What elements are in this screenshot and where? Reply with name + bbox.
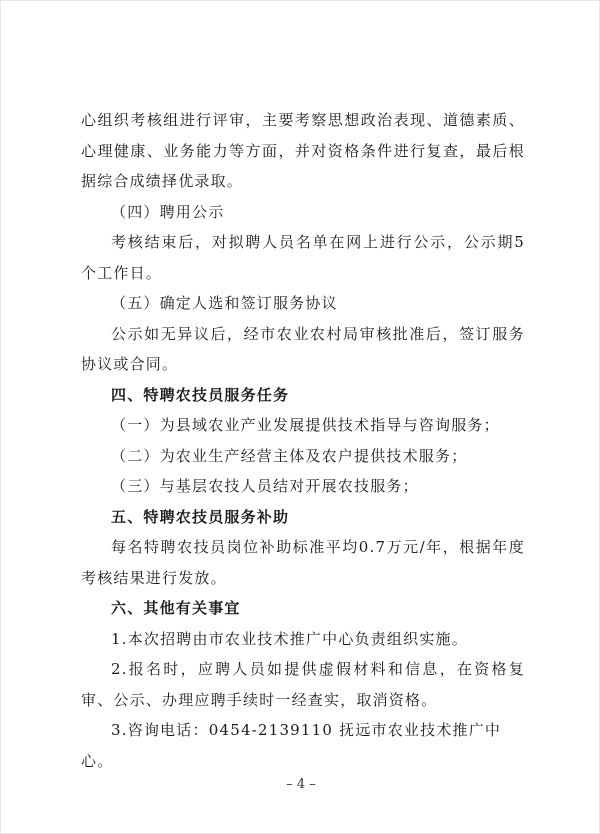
list-item: （二）为农业生产经营主体及农户提供技术服务； (111, 446, 468, 465)
list-item: 2.报名时，应聘人员如提供虚假材料和信息，在资格复审、公示、办理应聘手续时一经查实，取消资格。 (81, 660, 525, 709)
subsection-heading-agreement: （五）确定人选和签订服务协议 (111, 294, 338, 312)
subsection-heading-publicity: （四）聘用公示 (111, 202, 225, 221)
list-item: 1.本次招聘由市农业技术推广中心负责组织实施。 (111, 629, 468, 648)
page-number: – 4 – (286, 777, 316, 792)
list-item: （一）为县域农业产业发展提供技术指导与咨询服务； (111, 416, 500, 434)
list-item: 3.咨询电话：0454-2139110 抚远市农业技术推广中心。 (81, 721, 502, 770)
section-heading-other-matters: 六、其他有关事宜 (111, 599, 241, 617)
section-heading-service-tasks: 四、特聘农技员服务任务 (111, 385, 290, 404)
document-body (81, 105, 525, 776)
paragraph-continuation: 心组织考核组进行评审，主要考察思想政治表现、道德素质、心理健康、业务能力等方面，并对资格条件进行复查，最后根据综合成绩择优录取。 (81, 111, 525, 190)
section-heading-subsidy: 五、特聘农技员服务补助 (111, 507, 290, 526)
paragraph-publicity: 考核结束后，对拟聘人员名单在网上进行公示，公示期5个工作日。 (81, 233, 525, 282)
paragraph-subsidy: 每名特聘农技员岗位补助标准平均0.7万元/年，根据年度考核结果进行发放。 (81, 538, 525, 587)
list-item: （三）与基层农技人员结对开展农技服务； (111, 477, 419, 495)
paragraph-agreement: 公示如无异议后，经市农业农村局审核批准后，签订服务协议或合同。 (81, 324, 525, 373)
